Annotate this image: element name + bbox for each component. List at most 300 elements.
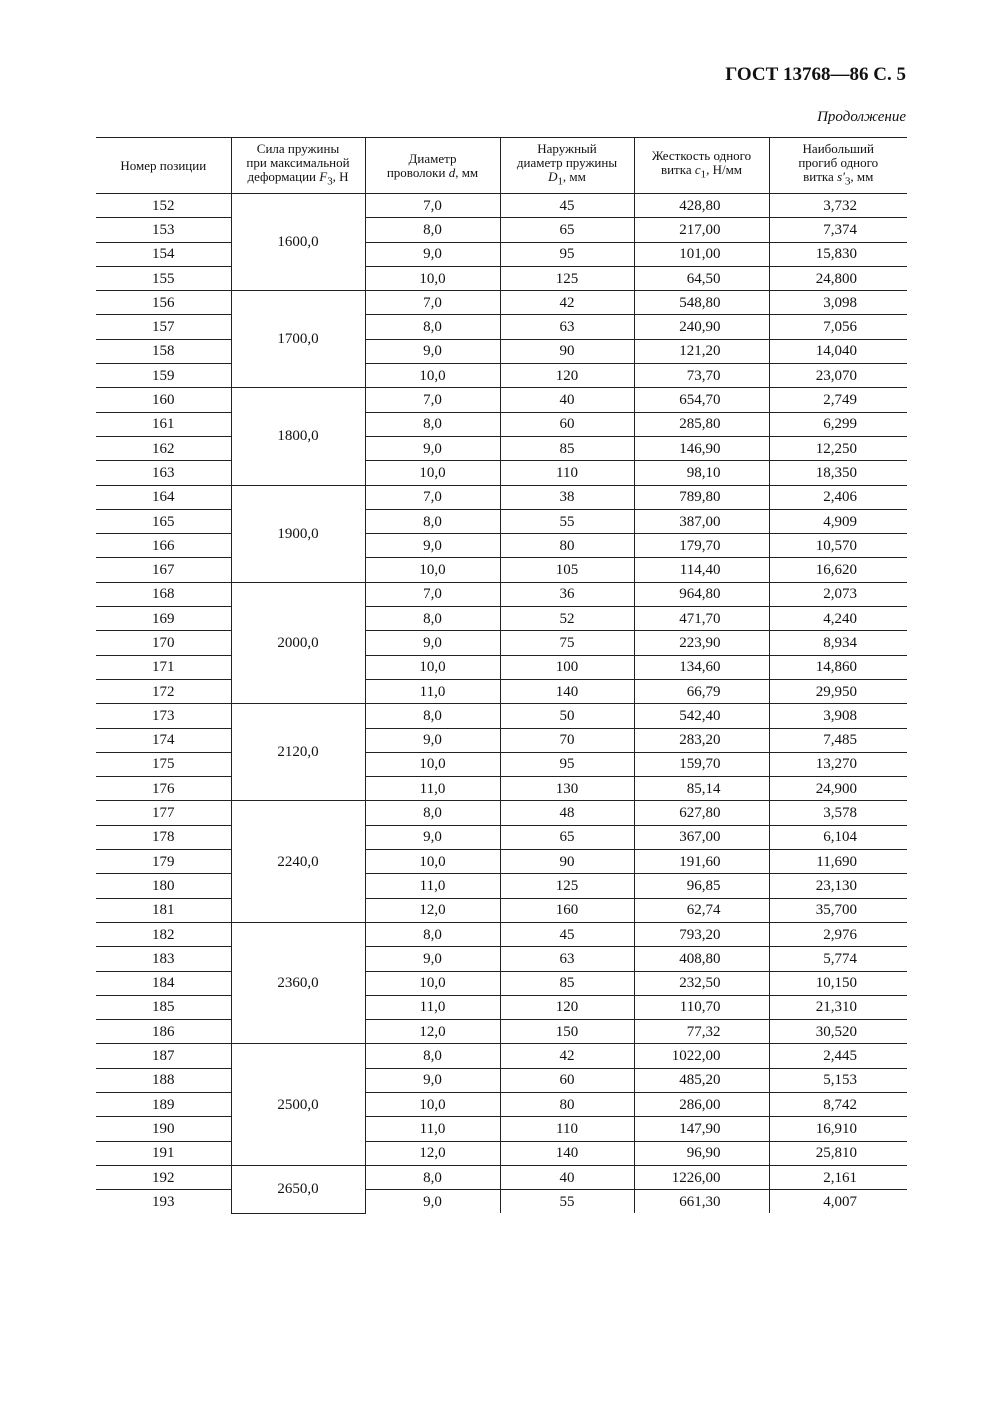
outer-diameter-cell: 120 — [500, 364, 634, 388]
table-row — [96, 1141, 907, 1165]
max-deflection-cell: 23,070 — [769, 364, 907, 388]
wire-diameter-cell: 7,0 — [365, 582, 500, 606]
max-deflection-cell: 24,900 — [769, 777, 907, 801]
outer-diameter-cell: 140 — [500, 679, 634, 703]
table-row — [96, 315, 907, 339]
outer-diameter-cell: 40 — [500, 388, 634, 412]
max-deflection-cell: 16,620 — [769, 558, 907, 582]
outer-diameter-cell: 60 — [500, 412, 634, 436]
wire-diameter-cell: 8,0 — [365, 1044, 500, 1068]
stiffness-cell: 134,60 — [634, 655, 769, 679]
header-text: , Н/мм — [706, 162, 743, 178]
position-number-cell: 172 — [96, 679, 231, 703]
stiffness-cell: 542,40 — [634, 704, 769, 728]
spring-force-cell: 2000,0 — [231, 582, 365, 703]
header-wire-diameter — [365, 138, 500, 194]
max-deflection-cell: 35,700 — [769, 898, 907, 922]
max-deflection-cell: 23,130 — [769, 874, 907, 898]
header-text: Диаметр — [408, 150, 457, 166]
table-row — [96, 850, 907, 874]
position-number-cell: 180 — [96, 874, 231, 898]
max-deflection-cell: 21,310 — [769, 995, 907, 1019]
outer-diameter-cell: 130 — [500, 777, 634, 801]
max-deflection-cell: 2,976 — [769, 922, 907, 946]
outer-diameter-cell: 75 — [500, 631, 634, 655]
max-deflection-cell: 24,800 — [769, 266, 907, 290]
wire-diameter-cell: 9,0 — [365, 242, 500, 266]
max-deflection-cell: 3,098 — [769, 291, 907, 315]
spring-force-cell: 1900,0 — [231, 485, 365, 582]
wire-diameter-cell: 8,0 — [365, 922, 500, 946]
outer-diameter-cell: 38 — [500, 485, 634, 509]
max-deflection-cell: 2,406 — [769, 485, 907, 509]
header-text: , Н — [332, 169, 349, 185]
wire-diameter-cell: 8,0 — [365, 607, 500, 631]
position-number-cell: 191 — [96, 1141, 231, 1165]
position-number-cell: 193 — [152, 1193, 175, 1210]
table-row — [96, 436, 907, 460]
outer-diameter-cell: 55 — [500, 509, 634, 533]
outer-diameter-cell: 63 — [500, 947, 634, 971]
outer-diameter-cell: 110 — [500, 1117, 634, 1141]
header-text: Наибольший — [802, 141, 874, 157]
position-number-cell: 157 — [96, 315, 231, 339]
outer-diameter-cell: 110 — [500, 461, 634, 485]
position-number-cell: 182 — [96, 922, 231, 946]
outer-diameter-cell: 65 — [500, 825, 634, 849]
outer-diameter-cell: 160 — [500, 898, 634, 922]
wire-diameter-cell: 10,0 — [365, 364, 500, 388]
table-row — [96, 461, 907, 485]
header-symbol: c — [694, 162, 701, 178]
max-deflection-cell: 30,520 — [769, 1020, 907, 1044]
spring-force-cell: 2240,0 — [231, 801, 365, 922]
stiffness-cell: 101,00 — [634, 242, 769, 266]
table-row — [96, 1068, 907, 1092]
table-row — [96, 412, 907, 436]
table-row — [96, 971, 907, 995]
outer-diameter-cell: 65 — [500, 218, 634, 242]
max-deflection-cell: 6,104 — [769, 825, 907, 849]
stiffness-cell: 286,00 — [634, 1092, 769, 1116]
position-number-cell: 175 — [96, 752, 231, 776]
position-number-cell: 192 — [96, 1165, 231, 1189]
max-deflection-cell: 5,774 — [769, 947, 907, 971]
wire-diameter-cell: 9,0 — [365, 728, 500, 752]
wire-diameter-cell: 10,0 — [365, 850, 500, 874]
table-row — [96, 1092, 907, 1116]
stiffness-cell: 191,60 — [634, 850, 769, 874]
header-text: , мм — [850, 169, 874, 185]
header-subscript: 1 — [700, 168, 707, 181]
position-number-cell: 188 — [96, 1068, 231, 1092]
table-row — [96, 679, 907, 703]
wire-diameter-cell: 10,0 — [365, 971, 500, 995]
table-row — [96, 898, 907, 922]
stiffness-cell: 387,00 — [634, 509, 769, 533]
table-row — [96, 534, 907, 558]
position-number-cell: 167 — [96, 558, 231, 582]
max-deflection-cell: 29,950 — [769, 679, 907, 703]
stiffness-cell: 114,40 — [634, 558, 769, 582]
max-deflection-cell: 5,153 — [769, 1068, 907, 1092]
table-row — [96, 1190, 907, 1214]
table-row — [96, 947, 907, 971]
stiffness-cell: 661,30 — [634, 1190, 769, 1214]
wire-diameter-cell: 11,0 — [365, 995, 500, 1019]
outer-diameter-cell: 45 — [500, 194, 634, 218]
table-row — [96, 728, 907, 752]
wire-diameter-cell: 12,0 — [365, 1141, 500, 1165]
stiffness-cell: 485,20 — [634, 1068, 769, 1092]
stiffness-cell: 73,70 — [634, 364, 769, 388]
spring-force-cell: 1800,0 — [231, 388, 365, 485]
max-deflection-cell: 14,040 — [769, 339, 907, 363]
stiffness-cell: 654,70 — [634, 388, 769, 412]
position-number-cell: 160 — [96, 388, 231, 412]
stiffness-cell: 627,80 — [634, 801, 769, 825]
table-row — [96, 655, 907, 679]
header-subscript: 1 — [557, 175, 563, 188]
stiffness-cell: 85,14 — [634, 777, 769, 801]
table-row — [96, 509, 907, 533]
wire-diameter-cell: 9,0 — [365, 436, 500, 460]
header-text: Жесткость одного — [651, 148, 752, 164]
max-deflection-cell: 6,299 — [769, 412, 907, 436]
position-number-cell: 179 — [96, 850, 231, 874]
outer-diameter-cell: 85 — [500, 971, 634, 995]
max-deflection-cell: 8,742 — [769, 1092, 907, 1116]
wire-diameter-cell: 10,0 — [365, 266, 500, 290]
header-text: Номер позиции — [120, 157, 207, 173]
outer-diameter-cell: 95 — [500, 752, 634, 776]
stiffness-cell: 223,90 — [634, 631, 769, 655]
table-row — [96, 364, 907, 388]
wire-diameter-cell: 7,0 — [365, 291, 500, 315]
stiffness-cell: 471,70 — [634, 607, 769, 631]
stiffness-cell: 159,70 — [634, 752, 769, 776]
page-header-title: ГОСТ 13768—86 С. 5 — [725, 64, 906, 85]
header-text: прогиб одного — [798, 155, 879, 171]
header-text: витка — [660, 162, 692, 178]
stiffness-cell: 1226,00 — [634, 1165, 769, 1189]
outer-diameter-cell: 95 — [500, 242, 634, 266]
max-deflection-cell: 4,909 — [769, 509, 907, 533]
stiffness-cell: 964,80 — [634, 582, 769, 606]
stiffness-cell: 1022,00 — [634, 1044, 769, 1068]
header-symbol: d — [448, 164, 456, 180]
header-text: витка — [803, 169, 834, 185]
max-deflection-cell: 7,056 — [769, 315, 907, 339]
stiffness-cell: 428,80 — [634, 194, 769, 218]
max-deflection-cell: 10,570 — [769, 534, 907, 558]
header-text: деформации — [247, 169, 317, 185]
wire-diameter-cell: 12,0 — [365, 1020, 500, 1044]
stiffness-cell: 240,90 — [634, 315, 769, 339]
stiffness-cell: 146,90 — [634, 436, 769, 460]
stiffness-cell: 232,50 — [634, 971, 769, 995]
wire-diameter-cell: 8,0 — [365, 412, 500, 436]
position-number-cell: 185 — [96, 995, 231, 1019]
outer-diameter-cell: 36 — [500, 582, 634, 606]
outer-diameter-cell: 63 — [500, 315, 634, 339]
table-row — [96, 631, 907, 655]
spring-force-cell: 1600,0 — [231, 194, 365, 291]
spring-force-cell: 1700,0 — [231, 291, 365, 388]
header-text: , мм — [455, 164, 479, 180]
stiffness-cell: 793,20 — [634, 922, 769, 946]
max-deflection-cell: 15,830 — [769, 242, 907, 266]
outer-diameter-cell: 120 — [500, 995, 634, 1019]
wire-diameter-cell: 9,0 — [365, 1190, 500, 1214]
wire-diameter-cell: 11,0 — [365, 1117, 500, 1141]
position-number-cell: 153 — [96, 218, 231, 242]
spring-force-cell: 2650,0 — [231, 1165, 365, 1213]
outer-diameter-cell: 40 — [500, 1165, 634, 1189]
header-text: Сила пружины — [256, 141, 340, 157]
stiffness-cell: 96,85 — [634, 874, 769, 898]
wire-diameter-cell: 8,0 — [365, 218, 500, 242]
table-row — [96, 825, 907, 849]
outer-diameter-cell: 45 — [500, 922, 634, 946]
wire-diameter-cell: 8,0 — [365, 801, 500, 825]
wire-diameter-cell: 9,0 — [365, 947, 500, 971]
outer-diameter-cell: 55 — [500, 1190, 634, 1214]
wire-diameter-cell: 11,0 — [365, 679, 500, 703]
position-number-cell: 183 — [96, 947, 231, 971]
stiffness-cell: 96,90 — [634, 1141, 769, 1165]
header-symbol: s′ — [837, 169, 845, 185]
max-deflection-cell: 2,749 — [769, 388, 907, 412]
position-number-cell: 158 — [96, 339, 231, 363]
table-row — [96, 291, 907, 315]
outer-diameter-cell: 42 — [500, 291, 634, 315]
position-number-cell: 170 — [96, 631, 231, 655]
header-subscript: 3 — [327, 175, 333, 188]
table-row — [96, 1165, 907, 1189]
max-deflection-cell: 2,073 — [769, 582, 907, 606]
max-deflection-cell: 4,240 — [769, 607, 907, 631]
table-row — [96, 752, 907, 776]
wire-diameter-cell: 10,0 — [365, 1092, 500, 1116]
stiffness-cell: 367,00 — [634, 825, 769, 849]
wire-diameter-cell: 12,0 — [365, 898, 500, 922]
outer-diameter-cell: 90 — [500, 850, 634, 874]
table-row — [96, 704, 907, 728]
stiffness-cell: 98,10 — [634, 461, 769, 485]
position-number-cell: 168 — [96, 582, 231, 606]
position-number-cell: 159 — [96, 364, 231, 388]
wire-diameter-cell: 9,0 — [365, 534, 500, 558]
position-number-cell: 166 — [96, 534, 231, 558]
position-number-cell: 165 — [96, 509, 231, 533]
position-number-cell: 163 — [96, 461, 231, 485]
header-symbol: D — [548, 169, 558, 185]
wire-diameter-cell: 8,0 — [365, 1165, 500, 1189]
table-row — [96, 874, 907, 898]
stiffness-cell: 64,50 — [634, 266, 769, 290]
wire-diameter-cell: 9,0 — [365, 825, 500, 849]
stiffness-cell: 217,00 — [634, 218, 769, 242]
wire-diameter-cell: 7,0 — [365, 388, 500, 412]
stiffness-cell: 110,70 — [634, 995, 769, 1019]
position-number-cell: 178 — [96, 825, 231, 849]
header-stiffness — [634, 138, 769, 194]
max-deflection-cell: 25,810 — [769, 1141, 907, 1165]
stiffness-cell: 147,90 — [634, 1117, 769, 1141]
table-row — [96, 777, 907, 801]
wire-diameter-cell: 9,0 — [365, 631, 500, 655]
max-deflection-cell: 4,007 — [769, 1190, 907, 1214]
header-text: при максимальной — [246, 155, 350, 171]
table-row — [96, 607, 907, 631]
max-deflection-cell: 18,350 — [769, 461, 907, 485]
max-deflection-cell: 11,690 — [769, 850, 907, 874]
table-row — [96, 485, 907, 509]
spring-parameters-table — [96, 137, 907, 1214]
stiffness-cell: 548,80 — [634, 291, 769, 315]
continuation-label: Продолжение — [817, 109, 906, 125]
table-row — [96, 339, 907, 363]
position-number-cell: 173 — [96, 704, 231, 728]
position-number-cell: 155 — [96, 266, 231, 290]
outer-diameter-cell: 70 — [500, 728, 634, 752]
wire-diameter-cell: 8,0 — [365, 315, 500, 339]
max-deflection-cell: 12,250 — [769, 436, 907, 460]
header-outer-diameter — [500, 138, 634, 194]
max-deflection-cell: 10,150 — [769, 971, 907, 995]
max-deflection-cell: 14,860 — [769, 655, 907, 679]
position-number-cell: 186 — [96, 1020, 231, 1044]
header-symbol: F — [319, 169, 328, 185]
outer-diameter-cell: 125 — [500, 874, 634, 898]
table-row — [96, 218, 907, 242]
table-row — [96, 266, 907, 290]
table-row — [96, 1117, 907, 1141]
position-number-cell: 189 — [96, 1092, 231, 1116]
max-deflection-cell: 7,374 — [769, 218, 907, 242]
wire-diameter-cell: 8,0 — [365, 704, 500, 728]
wire-diameter-cell: 10,0 — [365, 461, 500, 485]
wire-diameter-cell: 7,0 — [365, 485, 500, 509]
outer-diameter-cell: 100 — [500, 655, 634, 679]
position-number-cell: 190 — [96, 1117, 231, 1141]
header-text: , мм — [562, 169, 586, 185]
stiffness-cell: 408,80 — [634, 947, 769, 971]
outer-diameter-cell: 125 — [500, 266, 634, 290]
outer-diameter-cell: 48 — [500, 801, 634, 825]
header-text: диаметр пружины — [516, 155, 618, 171]
position-number-cell: 171 — [96, 655, 231, 679]
table-row — [96, 558, 907, 582]
table-row — [96, 582, 907, 606]
position-number-cell: 184 — [96, 971, 231, 995]
stiffness-cell: 285,80 — [634, 412, 769, 436]
outer-diameter-cell: 50 — [500, 704, 634, 728]
table-row — [96, 1044, 907, 1068]
table-header-row — [96, 138, 907, 194]
outer-diameter-cell: 85 — [500, 436, 634, 460]
max-deflection-cell: 7,485 — [769, 728, 907, 752]
header-subscript: 3 — [844, 175, 851, 188]
max-deflection-cell: 2,445 — [769, 1044, 907, 1068]
wire-diameter-cell: 10,0 — [365, 655, 500, 679]
position-number-cell: 181 — [96, 898, 231, 922]
position-number-cell: 169 — [96, 607, 231, 631]
spring-force-cell: 2360,0 — [231, 922, 365, 1043]
header-spring-force — [231, 138, 365, 194]
wire-diameter-cell: 7,0 — [365, 194, 500, 218]
position-number-cell: 187 — [96, 1044, 231, 1068]
outer-diameter-cell: 52 — [500, 607, 634, 631]
max-deflection-cell: 2,161 — [769, 1165, 907, 1189]
max-deflection-cell: 13,270 — [769, 752, 907, 776]
outer-diameter-cell: 42 — [500, 1044, 634, 1068]
header-max-deflection — [769, 138, 907, 194]
spring-force-cell: 2120,0 — [231, 704, 365, 801]
outer-diameter-cell: 90 — [500, 339, 634, 363]
outer-diameter-cell: 105 — [500, 558, 634, 582]
stiffness-cell: 121,20 — [634, 339, 769, 363]
header-text: проволоки — [386, 164, 446, 180]
wire-diameter-cell: 10,0 — [365, 752, 500, 776]
outer-diameter-cell: 80 — [500, 534, 634, 558]
table-row — [96, 1020, 907, 1044]
stiffness-cell: 283,20 — [634, 728, 769, 752]
wire-diameter-cell: 10,0 — [365, 558, 500, 582]
outer-diameter-cell: 150 — [500, 1020, 634, 1044]
wire-diameter-cell: 9,0 — [365, 339, 500, 363]
table-row — [96, 194, 907, 218]
table-row — [96, 242, 907, 266]
spring-force-cell: 2500,0 — [231, 1044, 365, 1165]
stiffness-cell: 789,80 — [634, 485, 769, 509]
table-row — [96, 922, 907, 946]
position-number-cell: 162 — [96, 436, 231, 460]
header-position-number — [96, 138, 231, 194]
position-number-cell: 152 — [96, 194, 231, 218]
stiffness-cell: 179,70 — [634, 534, 769, 558]
position-number-cell: 177 — [96, 801, 231, 825]
header-text: Наружный — [537, 141, 597, 157]
wire-diameter-cell: 9,0 — [365, 1068, 500, 1092]
max-deflection-cell: 16,910 — [769, 1117, 907, 1141]
position-number-cell: 174 — [96, 728, 231, 752]
wire-diameter-cell: 8,0 — [365, 509, 500, 533]
table-row — [96, 995, 907, 1019]
position-number-cell: 161 — [96, 412, 231, 436]
table-row — [96, 388, 907, 412]
position-number-cell: 164 — [96, 485, 231, 509]
position-number-cell: 154 — [96, 242, 231, 266]
table-row — [96, 801, 907, 825]
max-deflection-cell: 3,578 — [769, 801, 907, 825]
stiffness-cell: 77,32 — [634, 1020, 769, 1044]
wire-diameter-cell: 11,0 — [365, 874, 500, 898]
stiffness-cell: 66,79 — [634, 679, 769, 703]
table-body — [96, 194, 907, 1214]
wire-diameter-cell: 11,0 — [365, 777, 500, 801]
stiffness-cell: 62,74 — [634, 898, 769, 922]
outer-diameter-cell: 140 — [500, 1141, 634, 1165]
position-number-cell: 156 — [96, 291, 231, 315]
max-deflection-cell: 8,934 — [769, 631, 907, 655]
outer-diameter-cell: 60 — [500, 1068, 634, 1092]
position-number-cell: 176 — [96, 777, 231, 801]
outer-diameter-cell: 80 — [500, 1092, 634, 1116]
max-deflection-cell: 3,732 — [769, 194, 907, 218]
max-deflection-cell: 3,908 — [769, 704, 907, 728]
